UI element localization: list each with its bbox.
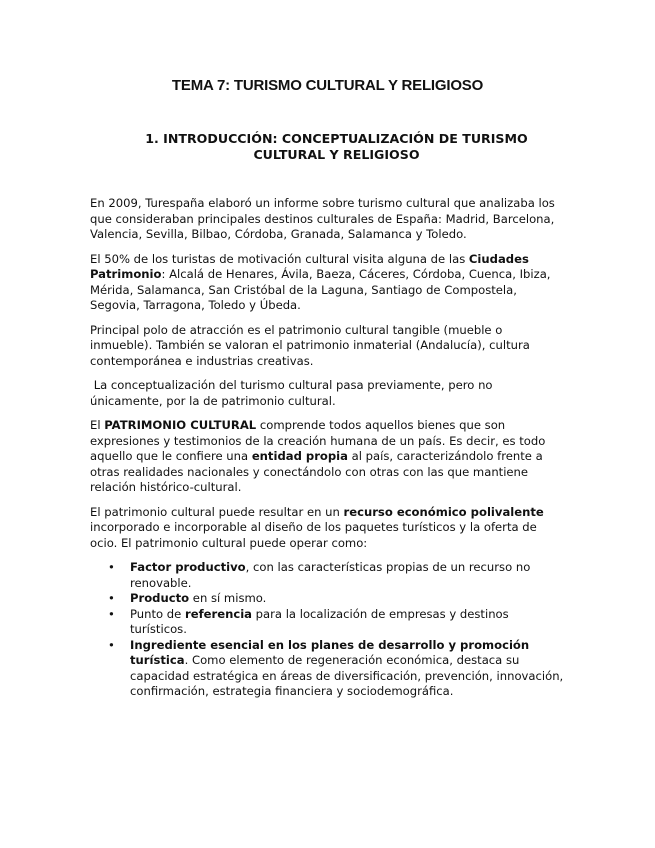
list-item-text: en sí mismo. [189, 591, 267, 605]
bullet-icon: • [108, 637, 115, 652]
paragraph-6-bold: recurso económico polivalente [343, 504, 544, 519]
paragraph-2-text-b: : Alcalá de Henares, Ávila, Baeza, Cáceres, Córdoba, Cuenca, Ibiza, Mérida, Salamanca, San Cristóbal de la Laguna, Santiago de Compostela, Segovia, Tarragona, Toledo y Úbeda. [90, 267, 551, 312]
list-item-prefix: Punto de [130, 606, 185, 621]
paragraph-6-text-b: incorporado e incorporable al diseño de los paquetes turísticos y la oferta de ocio. El patrimonio cultural puede operar como: [90, 520, 537, 550]
list-item-bold: Ingrediente esencial en los planes de desarrollo y promoción turística [130, 637, 530, 667]
list-item [108, 591, 566, 607]
list-item-text: . Como elemento de regeneración económica, destaca su capacidad estratégica en áreas de diversificación, prevención, innovación, confirmación, estrategia financiera y sociodemográfica. [130, 653, 564, 698]
paragraph-5-text-b: comprende todos aquellos bienes que son expresiones y testimonios de la creación humana de un país. Es decir, es todo aquello que le confiere una [90, 418, 546, 463]
paragraph-5-bold-1: PATRIMONIO CULTURAL [104, 418, 257, 432]
list-item [108, 606, 566, 638]
list-item [108, 560, 566, 591]
paragraph-2-text-a: El 50% de los turistas de motivación cultural visita alguna de las [90, 251, 469, 266]
paragraph-5-text-c: al país, caracterizándolo frente a otras realidades nacionales y conectándolo con otras con las que mantiene relación histórico-cultural. [90, 449, 543, 494]
paragraph-5-text-a: El [90, 418, 105, 432]
paragraph-5 [90, 418, 566, 496]
paragraph-2-bold: Ciudades Patrimonio [90, 251, 529, 281]
page-title: TEMA 7: TURISMO CULTURAL Y RELIGIOSO [171, 77, 484, 94]
list-item [108, 637, 566, 700]
paragraph-3: Principal polo de atracción es el patrimonio cultural tangible (mueble o inmueble). También se valoran el patrimonio inmaterial (Andalucía), cultura contemporánea e industrias creativas. [90, 322, 530, 368]
document-body [90, 196, 566, 700]
paragraph-6-text-a: El patrimonio cultural puede resultar en un [90, 504, 344, 519]
section-title: 1. INTRODUCCIÓN: CONCEPTUALIZACIÓN DE TURISMO CULTURAL Y RELIGIOSO [145, 131, 528, 162]
list-item-bold: referencia [185, 606, 252, 621]
paragraph-5-bold-2: entidad propia [251, 449, 348, 463]
paragraph-2 [90, 252, 566, 314]
bullet-icon: • [108, 560, 115, 574]
list-item-bold: Producto [130, 591, 190, 605]
list-item-text: para la localización de empresas y destinos turísticos. [130, 606, 509, 636]
bullet-icon: • [108, 606, 115, 621]
list-item-text: , con las características propias de un recurso no renovable. [130, 560, 531, 590]
paragraph-1: En 2009, Turespaña elaboró un informe sobre turismo cultural que analizaba los que consideraban principales destinos culturales de España: Madrid, Barcelona, Valencia, Sevilla, Bilbao, Córdoba, Granada, Salamanca y Toledo. [90, 196, 555, 241]
paragraph-4: La conceptualización del turismo cultural pasa previamente, pero no únicamente, por la de patrimonio cultural. [90, 378, 497, 408]
list-item-bold: Factor productivo [130, 560, 246, 574]
paragraph-6 [90, 505, 566, 552]
bullet-icon: • [108, 591, 115, 605]
bullet-list [90, 560, 566, 700]
